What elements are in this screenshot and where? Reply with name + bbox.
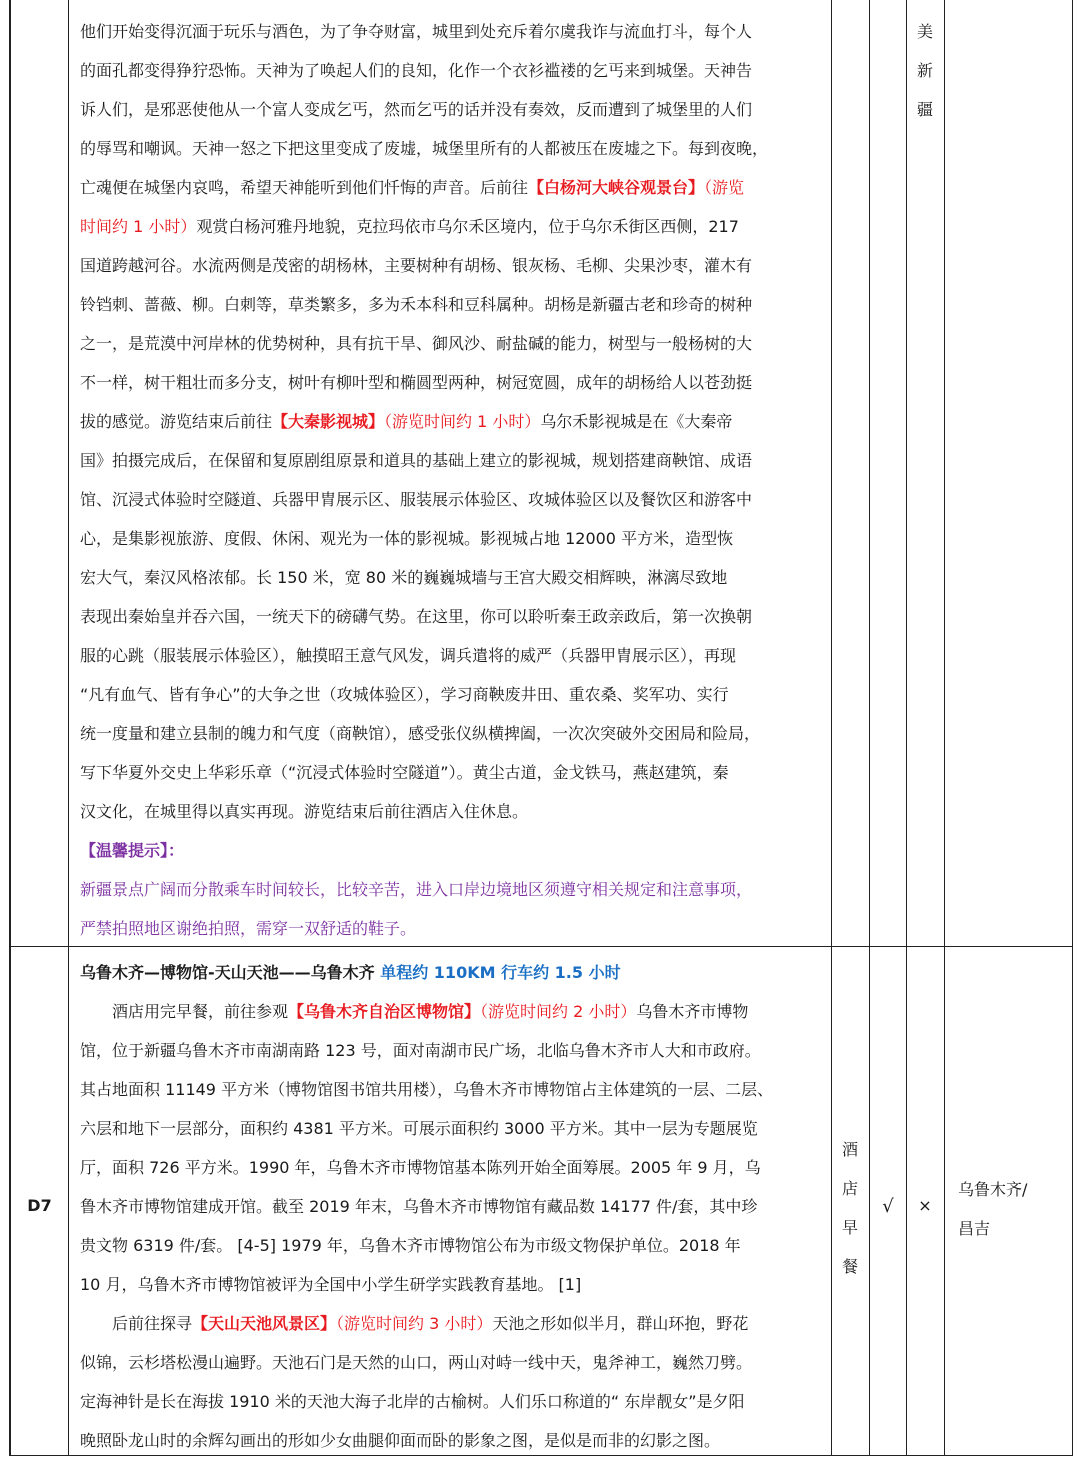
text-line bbox=[80, 480, 825, 519]
text-line bbox=[80, 1031, 825, 1070]
text-span: 似锦，云杉塔松漫山遍野。天池石门是天然的山口，两山对峙一线中天，鬼斧神工，巍然刀劈。 bbox=[80, 1353, 753, 1372]
text-span: 国道跨越河谷。水流两侧是茂密的胡杨林，主要树种有胡杨、银灰杨、毛柳、尖果沙枣，灌木有 bbox=[80, 256, 753, 275]
text-line bbox=[80, 909, 825, 948]
text-line bbox=[80, 558, 825, 597]
text-line bbox=[80, 51, 825, 90]
text-span: 新疆景点广阔而分散乘车时间较长，比较辛苦，进入口岸边境地区须遵守相关规定和注意事项， bbox=[80, 880, 753, 899]
text-line bbox=[80, 753, 825, 792]
day-label: D7 bbox=[27, 1196, 52, 1215]
text-span: 国》拍摄完成后，在保留和复原剧组原景和道具的基础上建立的影视城，规划搭建商鞅馆、成语 bbox=[80, 451, 753, 470]
text-line bbox=[80, 1148, 825, 1187]
text-line bbox=[80, 1304, 825, 1343]
text-span: （游览 bbox=[704, 178, 745, 197]
breakfast-cell bbox=[831, 1130, 869, 1286]
text-span: 服的心跳（服装展示体验区），触摸昭王意气风发，调兵遣将的威严（兵器甲胄展示区），再现 bbox=[80, 646, 737, 665]
text-span: （游览时间约 1 小时） bbox=[384, 412, 541, 431]
text-line bbox=[80, 207, 825, 246]
text-span: 的面孔都变得狰狞恐怖。天神为了唤起人们的良知，化作一个衣衫褴褛的乞丐来到城堡。天神告 bbox=[80, 61, 753, 80]
cell-char: 店 bbox=[841, 1179, 858, 1198]
text-line bbox=[80, 675, 825, 714]
cell-char: 早 bbox=[841, 1218, 858, 1237]
text-span: 酒店用完早餐，前往参观 bbox=[80, 1002, 289, 1021]
text-span: 心，是集影视旅游、度假、休闲、观光为一体的影视城。影视城占地 12000 平方米，造型恢 bbox=[80, 529, 734, 548]
table-border-col1 bbox=[68, 0, 69, 1456]
text-span: 厅，面积 726 平方米。1990 年，乌鲁木齐市博物馆基本陈列开始全面筹展。2005 年 9 月，乌 bbox=[80, 1158, 761, 1177]
text-span: 的辱骂和嘲讽。天神一怒之下把这里变成了废墟，城堡里所有的人都被压在废墟之下。每到夜晚， bbox=[80, 139, 769, 158]
dinner-mark: × bbox=[918, 1196, 932, 1215]
text-span: 亡魂便在城堡内哀鸣，希望天神能听到他们忏悔的声音。后前往 bbox=[80, 178, 529, 197]
text-line bbox=[80, 12, 825, 51]
text-span: 汉文化，在城里得以真实再现。游览结束后前往酒店入住休息。 bbox=[80, 802, 529, 821]
text-span: 后前往探寻 bbox=[80, 1314, 193, 1333]
text-span: 单程约 110KM 行车约 1.5 小时 bbox=[374, 963, 621, 982]
text-span: 【大秦影视城】 bbox=[272, 412, 385, 431]
lunch-mark: √ bbox=[882, 1196, 894, 1217]
text-line bbox=[80, 953, 825, 992]
cell-char: 新 bbox=[916, 61, 933, 80]
table-border-col3 bbox=[869, 0, 870, 1456]
text-span: 表现出秦始皇并吞六国，一统天下的磅礴气势。在这里，你可以聆听秦王政亲政后，第一次换朝 bbox=[80, 607, 753, 626]
text-line bbox=[80, 324, 825, 363]
text-span: 诉人们，是邪恶使他从一个富人变成乞丐，然而乞丐的话并没有奏效，反而遭到了城堡里的人们 bbox=[80, 100, 753, 119]
cell-char: 酒 bbox=[841, 1140, 858, 1159]
text-span: 10 月，乌鲁木齐市博物馆被评为全国中小学生研学实践教育基地。 [1] bbox=[80, 1275, 582, 1294]
text-line bbox=[80, 168, 825, 207]
text-span: （游览时间约 2 小时） bbox=[480, 1002, 637, 1021]
text-span: 鲁木齐市博物馆建成开馆。截至 2019 年末，乌鲁木齐市博物馆有藏品数 14177 件/套，其中珍 bbox=[80, 1197, 758, 1216]
text-line bbox=[80, 363, 825, 402]
text-span: 乌鲁木齐市博物 bbox=[636, 1002, 749, 1021]
text-span: 【温馨提示】： bbox=[80, 841, 185, 860]
text-span: 拔的感觉。游览结束后前往 bbox=[80, 412, 273, 431]
text-span: 馆，位于新疆乌鲁木齐市南湖南路 123 号，面对南湖市民广场，北临乌鲁木齐市人大和市政府。 bbox=[80, 1041, 761, 1060]
hotel-cell-row2 bbox=[958, 1170, 1068, 1248]
text-span: （游览时间约 3 小时） bbox=[336, 1314, 493, 1333]
text-line bbox=[80, 90, 825, 129]
cell-char: 美 bbox=[916, 22, 933, 41]
text-span: 六层和地下一层部分，面积约 4381 平方米。可展示面积约 3000 平方米。其中一层为专题展览 bbox=[80, 1119, 758, 1138]
text-line bbox=[80, 1343, 825, 1382]
table-border-col5 bbox=[944, 0, 945, 1456]
text-span: 乌尔禾影视城是在《大秦帝 bbox=[540, 412, 733, 431]
cell-char: 餐 bbox=[841, 1257, 858, 1276]
text-span: 馆、沉浸式体验时空隧道、兵器甲胄展示区、服装展示体验区、攻城体验区以及餐饮区和游客中 bbox=[80, 490, 753, 509]
hotel-cell-row1 bbox=[906, 12, 944, 129]
text-line bbox=[80, 714, 825, 753]
text-line bbox=[80, 285, 825, 324]
text-line bbox=[80, 992, 825, 1031]
text-line bbox=[80, 1265, 825, 1304]
table-border-right bbox=[1072, 0, 1073, 1456]
text-line bbox=[80, 519, 825, 558]
table-border-col4 bbox=[906, 0, 907, 1456]
text-line bbox=[80, 1226, 825, 1265]
text-span: 定海神针是长在海拔 1910 米的天池大海子北岸的古榆树。人们乐口称道的“ 东岸靓女”是夕阳 bbox=[80, 1392, 745, 1411]
text-span: 贵文物 6319 件/套。 [4-5] 1979 年，乌鲁木齐市博物馆公布为市级文物保护单位。2018 年 bbox=[80, 1236, 741, 1255]
text-line bbox=[80, 441, 825, 480]
itinerary-text-row2 bbox=[80, 953, 825, 1460]
text-span: 不一样，树干粗壮而多分支，树叶有柳叶型和椭圆型两种，树冠宽圆，成年的胡杨给人以苍劲挺 bbox=[80, 373, 753, 392]
text-line bbox=[80, 792, 825, 831]
text-span: 统一度量和建立县制的魄力和气度（商鞅馆），感受张仪纵横捭阖，一次次突破外交困局和险局， bbox=[80, 724, 761, 743]
text-span: 严禁拍照地区谢绝拍照，需穿一双舒适的鞋子。 bbox=[80, 919, 417, 938]
text-line bbox=[80, 1109, 825, 1148]
text-line bbox=[80, 636, 825, 675]
table-border-left bbox=[9, 0, 11, 1456]
text-line bbox=[80, 129, 825, 168]
text-span: 天池之形如似半月，群山环抱，野花 bbox=[492, 1314, 749, 1333]
text-span: 晚照卧龙山时的余辉勾画出的形如少女曲腿仰面而卧的影象之图，是似是而非的幻影之图。 bbox=[80, 1431, 721, 1450]
text-span: 铃铛刺、蔷薇、柳。白刺等，草类繁多，多为禾本科和豆科属种。胡杨是新疆古老和珍奇的树种 bbox=[80, 295, 753, 314]
text-span: 【天山天池风景区】 bbox=[192, 1314, 337, 1333]
itinerary-text-row1 bbox=[80, 12, 825, 948]
text-line bbox=[80, 402, 825, 441]
text-span: 乌鲁木齐—博物馆-天山天池——乌鲁木齐 bbox=[80, 963, 375, 982]
text-span: 宏大气，秦汉风格浓郁。长 150 米，宽 80 米的巍巍城墙与王宫大殿交相辉映，淋漓尽致地 bbox=[80, 568, 728, 587]
text-span: 【乌鲁木齐自治区博物馆】 bbox=[288, 1002, 481, 1021]
text-span: 其占地面积 11149 平方米（博物馆图书馆共用楼），乌鲁木齐市博物馆占主体建筑的一层、二层、 bbox=[80, 1080, 774, 1099]
text-span: “凡有血气、皆有争心”的大争之世（攻城体验区），学习商鞅废井田、重农桑、奖军功、实行 bbox=[80, 685, 729, 704]
text-span: 观赏白杨河雅丹地貌，克拉玛依市乌尔禾区境内，位于乌尔禾街区西侧，217 bbox=[196, 217, 739, 236]
cell-char: 昌吉 bbox=[958, 1219, 991, 1238]
text-span: 写下华夏外交史上华彩乐章（“沉浸式体验时空隧道”）。黄尘古道，金戈铁马，燕赵建筑，秦 bbox=[80, 763, 729, 782]
text-span: 【白杨河大峡谷观景台】 bbox=[528, 178, 705, 197]
text-line bbox=[80, 1382, 825, 1421]
text-line bbox=[80, 870, 825, 909]
text-line bbox=[80, 1070, 825, 1109]
cell-char: 疆 bbox=[916, 100, 933, 119]
text-line bbox=[80, 597, 825, 636]
text-span: 之一，是荒漠中河岸林的优势树种，具有抗干旱、御风沙、耐盐碱的能力，树型与一般杨树的大 bbox=[80, 334, 753, 353]
text-line bbox=[80, 1421, 825, 1460]
text-line bbox=[80, 246, 825, 285]
text-line bbox=[80, 1187, 825, 1226]
text-span: 他们开始变得沉湎于玩乐与酒色，为了争夺财富，城里到处充斥着尔虞我诈与流血打斗，每个人 bbox=[80, 22, 753, 41]
text-line bbox=[80, 831, 825, 870]
cell-char: 乌鲁木齐/ bbox=[958, 1180, 1028, 1199]
text-span: 时间约 1 小时） bbox=[80, 217, 197, 236]
